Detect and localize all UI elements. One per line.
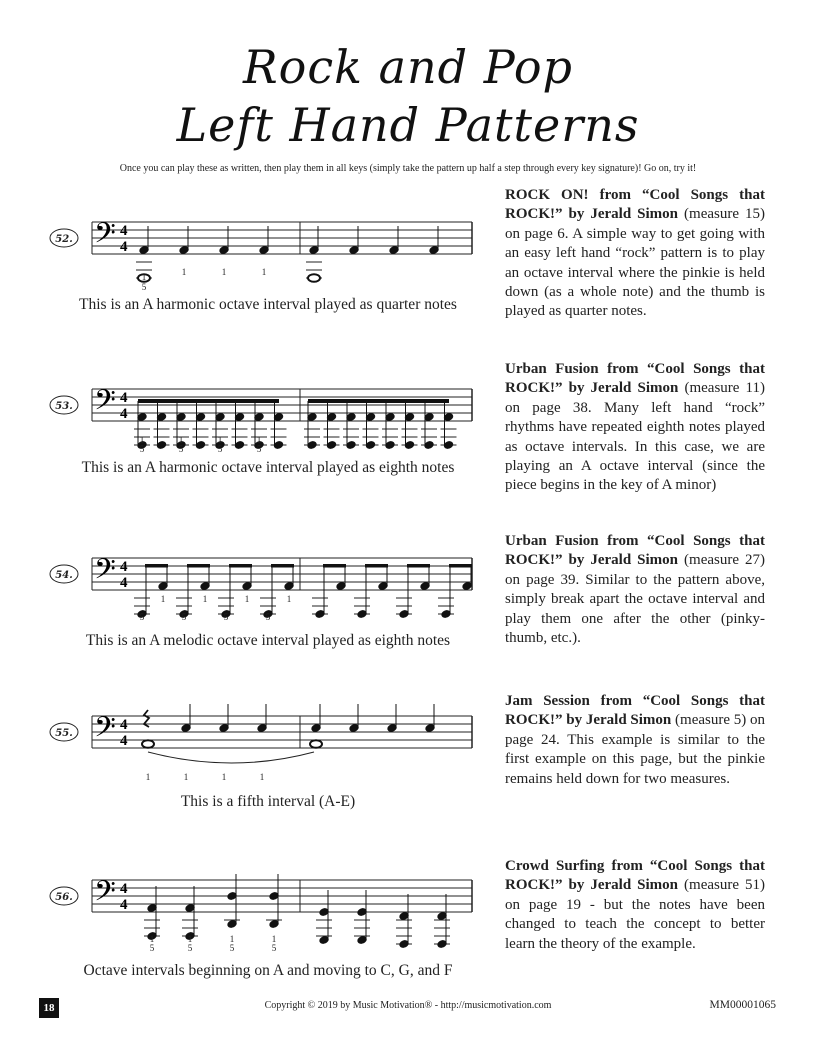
time-signature-bottom: 4: [120, 897, 128, 913]
time-signature-top: 4: [120, 881, 128, 897]
fingering: 5: [139, 612, 145, 622]
time-signature-bottom: 4: [120, 575, 128, 591]
notation-56: [48, 870, 488, 958]
example-number: 54.: [55, 570, 73, 581]
fingering: 1: [149, 934, 155, 944]
music-staff-55: [48, 706, 488, 790]
notation-54: [48, 548, 488, 624]
fingering: 1: [259, 772, 265, 782]
time-signature-bottom: 4: [120, 239, 128, 255]
bass-clef-icon: 𝄢: [94, 711, 116, 751]
fingering: 1: [178, 435, 184, 445]
time-signature-bottom: 4: [120, 733, 128, 749]
caption-55: This is a fifth interval (A-E): [180, 793, 356, 810]
beam: [229, 564, 252, 568]
description-56: [505, 857, 765, 954]
fingering: 5: [256, 444, 262, 454]
fingering: 5: [181, 612, 187, 622]
source-title-53: Urban Fusion from “Cool Songs that ROCK!” by Jerald Simon: [505, 361, 765, 397]
fingering: 1: [139, 435, 145, 445]
description-text-52: (measure 15) on page 6. A simple way to get going with an easy left hand “rock” pattern is to play an octave interval where the pinkie is held down (as a whole note) and the thumb is played as quarter notes.: [505, 206, 766, 320]
notation-53: [48, 379, 488, 455]
fingering: 1: [217, 435, 223, 445]
source-title-52: ROCK ON! from “Cool Songs that ROCK!” by Jerald Simon: [505, 187, 765, 223]
bass-clef-icon: 𝄢: [94, 875, 116, 915]
description-text-54: (measure 27) on page 39. Similar to the pattern above, simply break apart the octave interval and play them one after the other (pinky-thumb, etc.).: [505, 552, 766, 647]
bass-clef-icon: 𝄢: [94, 217, 116, 257]
page-title-line-1: Rock and Pop: [243, 40, 573, 94]
fingering: 1: [141, 272, 147, 282]
example-number: 55.: [55, 728, 73, 739]
beam: [271, 564, 294, 568]
fingering: 1: [261, 267, 267, 277]
intro-text: Once you can play these as written, then play them in all keys (simply take the pattern up half a step through every key signature)! Go on, try it!: [119, 163, 697, 174]
beam: [145, 564, 168, 568]
fingering: 1: [229, 934, 235, 944]
fingering: 5: [187, 943, 193, 953]
example-number: 52.: [55, 234, 73, 245]
fingering: 1: [244, 594, 250, 604]
beam: [449, 564, 472, 568]
product-code: MM00001065: [709, 999, 776, 1011]
fingering: 1: [221, 772, 227, 782]
fingering: 5: [265, 612, 271, 622]
whole-note: [308, 274, 320, 282]
description-text-55: (measure 5) on page 24. This example is similar to the first example on this page, but the pinkie remains held down for two measures.: [505, 712, 766, 787]
bass-clef-icon: 𝄢: [94, 553, 116, 593]
music-staff-56: [48, 870, 488, 958]
fingering: 1: [271, 934, 277, 944]
caption-54: This is an A melodic octave interval played as eighth notes: [85, 632, 451, 649]
caption-52: This is an A harmonic octave interval played as quarter notes: [79, 296, 457, 313]
time-signature-top: 4: [120, 390, 128, 406]
copyright-notice: Copyright © 2019 by Music Motivation® - http://musicmotivation.com: [264, 1000, 552, 1011]
example-number: 53.: [55, 401, 73, 412]
fingering: 1: [202, 594, 208, 604]
description-53: [505, 360, 765, 496]
fingering: 5: [149, 943, 155, 953]
time-signature-top: 4: [120, 223, 128, 239]
description-text-56: (measure 51) on page 19 - but the notes have been changed to teach the concept to better learn the theory of the example.: [505, 877, 766, 952]
description-52: [505, 186, 765, 322]
time-signature-bottom: 4: [120, 406, 128, 422]
time-signature-top: 4: [120, 717, 128, 733]
fingering: 1: [221, 267, 227, 277]
fingering: 5: [229, 943, 235, 953]
tie: [148, 752, 314, 763]
description-text-53: (measure 11) on page 38. Many left hand “rock” rhythms have repeated eighth notes played as octave intervals. In this case, we are playing an A octave interval (since the piece begins in the key of A minor): [505, 380, 765, 494]
description-55: [505, 692, 765, 789]
whole-note: [310, 740, 322, 748]
description-54: [505, 532, 765, 648]
fingering: 1: [256, 435, 262, 445]
source-title-55: Jam Session from “Cool Songs that ROCK!” by Jerald Simon: [505, 693, 765, 729]
source-title-56: Crowd Surfing from “Cool Songs that ROCK!” by Jerald Simon: [505, 858, 765, 894]
beam: [365, 564, 388, 568]
fingering: 5: [178, 444, 184, 454]
bass-clef-icon: 𝄢: [94, 384, 116, 424]
page-number: 18: [39, 998, 59, 1018]
beam: [187, 564, 210, 568]
fingering: 1: [286, 594, 292, 604]
music-staff-53: [48, 379, 488, 455]
caption-56: Octave intervals beginning on A and moving to C, G, and F: [83, 962, 453, 979]
beam: [138, 399, 279, 403]
fingering: 5: [141, 282, 147, 292]
source-title-54: Urban Fusion from “Cool Songs that ROCK!” by Jerald Simon: [505, 533, 765, 569]
notation-55: [48, 706, 488, 790]
beam: [308, 399, 449, 403]
fingering: 1: [183, 772, 189, 782]
fingering: 1: [145, 772, 151, 782]
whole-note: [142, 740, 154, 748]
fingering: 1: [181, 267, 187, 277]
fingering: 1: [160, 594, 166, 604]
page-title-line-2: Left Hand Patterns: [176, 98, 640, 152]
example-number: 56.: [55, 892, 73, 903]
caption-53: This is an A harmonic octave interval played as eighth notes: [81, 459, 455, 476]
fingering: 5: [271, 943, 277, 953]
fingering: 5: [139, 444, 145, 454]
fingering: 1: [187, 934, 193, 944]
music-staff-52: [48, 212, 488, 292]
music-staff-54: [48, 548, 488, 624]
fingering: 5: [217, 444, 223, 454]
time-signature-top: 4: [120, 559, 128, 575]
beam: [407, 564, 430, 568]
fingering: 5: [223, 612, 229, 622]
beam: [323, 564, 346, 568]
notation-52: [48, 212, 488, 292]
